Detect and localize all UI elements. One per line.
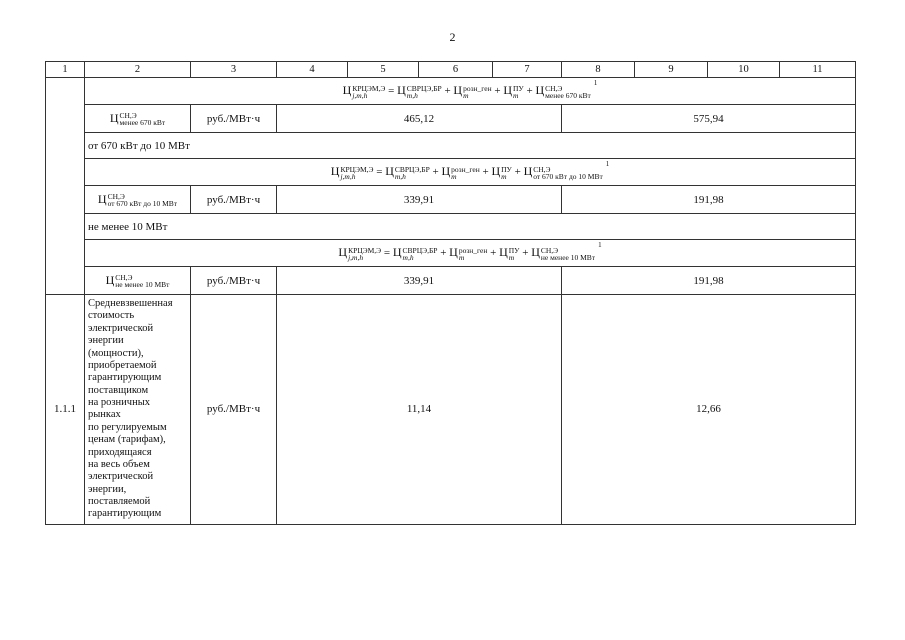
description-line: приходящаяся <box>88 446 152 458</box>
header-cell: 10 <box>708 62 780 78</box>
unit-cell: руб./МВт·ч <box>191 267 277 295</box>
description-cell <box>85 295 191 525</box>
price-label-cell: Ц СН,Э не менее 10 МВт <box>85 267 191 295</box>
value-cell: 191,98 <box>562 186 856 214</box>
description-line: на весь объем <box>88 458 150 470</box>
formula-row <box>46 78 856 105</box>
header-row <box>46 62 856 78</box>
description-line: электрической <box>88 471 154 483</box>
description-line: рынках <box>88 409 121 421</box>
header-cell: 2 <box>85 62 191 78</box>
value-row <box>46 105 856 133</box>
description-line: Средневзвешенная <box>88 298 173 309</box>
header-cell: 6 <box>419 62 493 78</box>
description-line: энергии <box>88 335 124 347</box>
header-cell: 1 <box>46 62 85 78</box>
header-cell: 5 <box>348 62 419 78</box>
formula-cell: Ц КРЦЭМ,Э j,m,h = Ц СВРЦЭ,БР m,h + Ц розн_ген m + Ц ПУ m + Ц СН,Э менее 670 кВт $^1$ <box>85 78 856 105</box>
value-row <box>46 186 856 214</box>
header-cell: 4 <box>277 62 348 78</box>
unit-cell: руб./МВт·ч <box>191 105 277 133</box>
value-cell: 339,91 <box>277 186 562 214</box>
value-cell: 465,12 <box>277 105 562 133</box>
section-label: не менее 10 МВт <box>85 214 856 240</box>
unit-cell: руб./МВт·ч <box>191 295 277 525</box>
value-cell: 12,66 <box>562 295 856 525</box>
section-label: от 670 кВт до 10 МВт <box>85 133 856 159</box>
description-line: стоимость <box>88 310 135 322</box>
value-cell: 191,98 <box>562 267 856 295</box>
formula-cell: Ц КРЦЭМ,Э j,m,h = Ц СВРЦЭ,БР m,h + Ц розн_ген m + Ц ПУ m + Ц СН,Э от 670 кВт до 10 МВт $^1$ <box>85 159 856 186</box>
description-line: гарантирующим <box>88 508 162 520</box>
description-line: (мощности), <box>88 347 144 359</box>
formula-cell: Ц КРЦЭМ,Э j,m,h = Ц СВРЦЭ,БР m,h + Ц розн_ген m + Ц ПУ m + Ц СН,Э не менее 10 МВт $^1$ <box>85 240 856 267</box>
formula-row <box>46 240 856 267</box>
description-line: гарантирующим <box>88 372 162 384</box>
description-lines <box>88 298 187 521</box>
header-cell: 11 <box>780 62 856 78</box>
unit-cell: руб./МВт·ч <box>191 186 277 214</box>
section-row <box>46 214 856 240</box>
page-number: 2 <box>449 30 456 44</box>
header-cell: 7 <box>493 62 562 78</box>
value-cell: 575,94 <box>562 105 856 133</box>
value-cell: 11,14 <box>277 295 562 525</box>
description-line: по регулируемым <box>88 421 167 433</box>
description-line: приобретаемой <box>88 359 157 371</box>
row-number-cell: 1.1.1 <box>46 295 85 525</box>
tariff-table <box>45 61 856 525</box>
price-label-cell: Ц СН,Э менее 670 кВт <box>85 105 191 133</box>
description-line: поставляемой <box>88 496 151 507</box>
value-row <box>46 267 856 295</box>
value-cell: 339,91 <box>277 267 562 295</box>
header-cell: 3 <box>191 62 277 78</box>
row-1-1-1 <box>46 295 856 525</box>
formula-row <box>46 159 856 186</box>
row-number-cell-empty <box>46 78 85 295</box>
description-line: электрической <box>88 322 154 334</box>
header-cell: 9 <box>635 62 708 78</box>
description-line: энергии, <box>88 483 127 495</box>
section-row <box>46 133 856 159</box>
description-line: ценам (тарифам), <box>88 434 166 446</box>
header-cell: 8 <box>562 62 635 78</box>
price-label-cell: Ц СН,Э от 670 кВт до 10 МВт <box>85 186 191 214</box>
description-line: на розничных <box>88 397 150 408</box>
description-line: поставщиком <box>88 384 149 396</box>
